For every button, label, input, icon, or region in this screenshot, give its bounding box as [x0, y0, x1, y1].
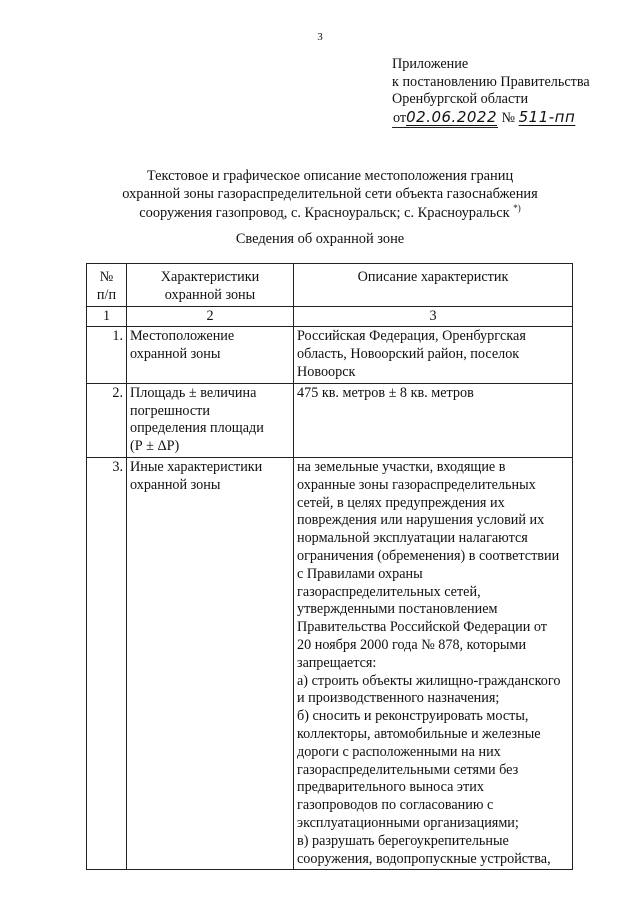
description-line: нормальной эксплуатации налагаются [297, 530, 528, 547]
header-char-line-1: Характеристики [160, 269, 260, 285]
description-line: на земельные участки, входящие в [297, 458, 506, 475]
description-line: повреждения или нарушения условий их [297, 512, 545, 529]
characteristic-line: определения площади [130, 420, 264, 437]
description-line: утвержденными постановлением [297, 601, 498, 618]
date-prefix: от [393, 109, 407, 126]
page-number: 3 [317, 31, 323, 43]
header-description [294, 264, 573, 307]
row-description [294, 383, 573, 457]
appendix-date-line [392, 109, 632, 129]
appendix-line-3: Оренбургской области [392, 91, 529, 108]
description-line: и производственного назначения; [297, 690, 500, 707]
description-line: газопроводов по согласованию с [297, 797, 494, 814]
description-line: газораспределительными сетями без [297, 761, 519, 778]
column-number: 2 [127, 306, 294, 327]
description-line: газораспределительных сетей, [297, 583, 481, 600]
handwritten-date: 02.06.2022 [406, 107, 497, 126]
title-line-3-text: сооружения газопровод, с. Красноуральск; с. Красноуральск [139, 204, 510, 221]
description-line: эксплуатационными организациями; [297, 814, 519, 831]
document-title [110, 167, 550, 222]
column-number-row [87, 306, 573, 327]
number-prefix: № [501, 109, 516, 126]
header-num-line-1: № [99, 269, 114, 285]
description-line: охранные зоны газораспределительных [297, 476, 536, 493]
appendix-line-1: Приложение [392, 56, 469, 72]
description-line: коллекторы, автомобильные и железные [297, 725, 541, 742]
description-line: дороги с расположенными на них [297, 743, 501, 760]
column-number: 1 [87, 306, 127, 327]
date-signature-line [392, 109, 498, 129]
row-characteristic [127, 383, 294, 457]
characteristic-line: погрешности [130, 402, 210, 419]
description-line: Российская Федерация, Оренбургская [297, 328, 526, 345]
description-line: сетей, в целях предупреждения их [297, 494, 505, 511]
row-description [294, 457, 573, 869]
description-line: с Правилами охраны [297, 565, 423, 582]
header-num-line-2: п/п [96, 286, 117, 303]
header-characteristics [127, 264, 294, 307]
characteristic-line: охранной зоны [130, 476, 221, 493]
description-line: 475 кв. метров ± 8 кв. метров [297, 384, 474, 401]
table-row [87, 457, 573, 869]
description-line: Правительства Российской Федерации от [297, 619, 547, 636]
table-header-row [87, 264, 573, 307]
title-line-1: Текстовое и графическое описание местоположения границ [146, 168, 514, 184]
description-line: запрещается: [297, 654, 377, 671]
description-line: а) строить объекты жилищно-гражданского [297, 672, 561, 689]
row-number: 2. [87, 383, 127, 457]
description-line: предварительного выноса этих [297, 779, 484, 796]
row-description [294, 327, 573, 383]
header-char-line-2: охранной зоны [164, 286, 256, 303]
table-row [87, 327, 573, 383]
row-characteristic [127, 327, 294, 383]
header-desc-text: Описание характеристик [357, 269, 509, 285]
characteristic-line: Площадь ± величина [130, 384, 257, 401]
appendix-block [392, 56, 632, 128]
description-line: Новоорск [297, 363, 356, 380]
characteristic-line: (Р ± ΔР) [130, 438, 180, 455]
section-title: Сведения об охранной зоне [235, 231, 405, 247]
description-line: б) сносить и реконструировать мосты, [297, 708, 529, 725]
description-line: область, Новоорский район, поселок [297, 346, 520, 363]
description-line: в) разрушать берегоукрепительные [297, 832, 509, 849]
appendix-line-2: к постановлению Правительства [392, 73, 590, 90]
zone-info-table [86, 263, 573, 870]
row-number: 1. [87, 327, 127, 383]
row-number: 3. [87, 457, 127, 869]
handwritten-number: 511-пп [518, 107, 576, 126]
characteristic-line: Иные характеристики [130, 458, 263, 475]
title-line-3 [110, 204, 550, 222]
header-num [87, 264, 127, 307]
table-row [87, 383, 573, 457]
description-line: ограничения (обременения) в соответствии [297, 547, 560, 564]
description-line: 20 ноября 2000 года № 878, которыми [297, 636, 527, 653]
characteristic-line: охранной зоны [130, 346, 221, 363]
column-number: 3 [294, 306, 573, 327]
row-characteristic [127, 457, 294, 869]
footnote-mark: *) [513, 203, 521, 214]
title-line-2: охранной зоны газораспределительной сети объекта газоснабжения [122, 186, 538, 203]
characteristic-line: Местоположение [130, 328, 235, 345]
description-line: сооружения, водопропускные устройства, [297, 850, 551, 867]
